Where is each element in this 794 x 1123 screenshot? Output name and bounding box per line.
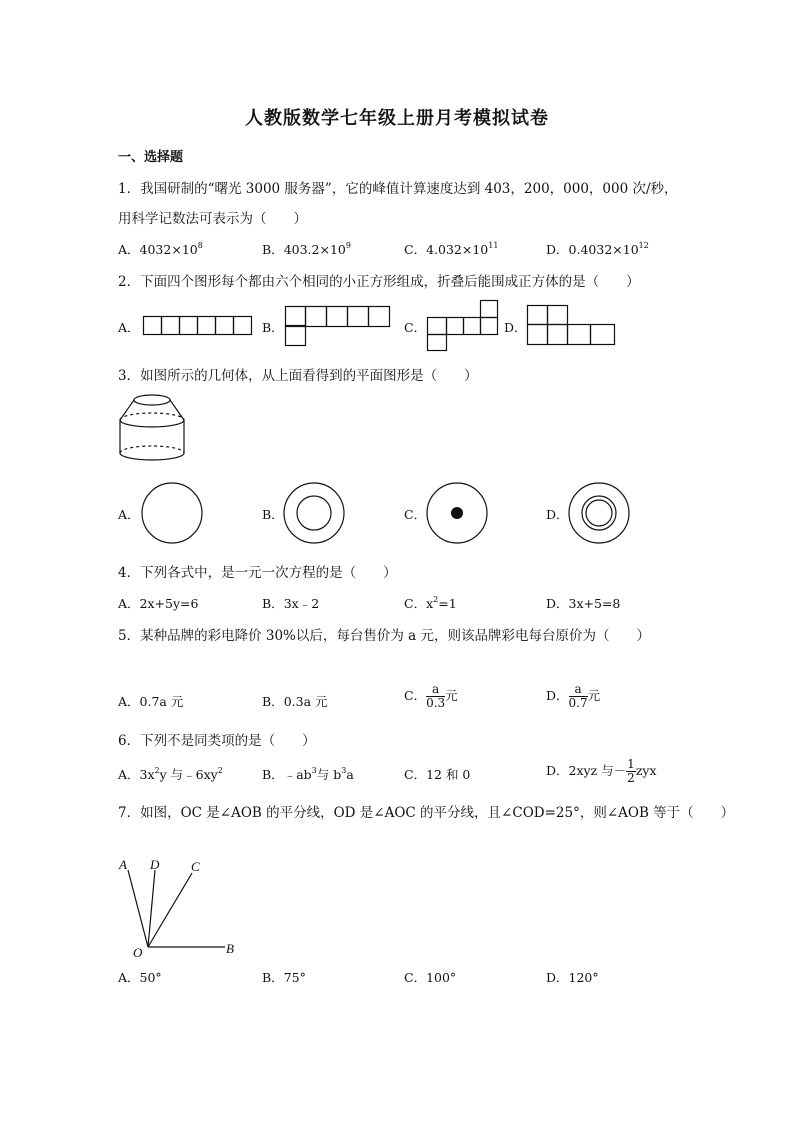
q2-net-b-figure xyxy=(285,306,400,346)
q3-option-c-figure xyxy=(425,481,489,545)
section-heading: 一、选择题 xyxy=(118,150,184,165)
q3-option-a-label[interactable]: A． xyxy=(118,507,140,522)
q2-net-a-figure xyxy=(143,316,253,336)
ray-oa xyxy=(128,870,148,947)
q2-net-d-figure xyxy=(527,305,619,347)
q1-option-d[interactable]: D．$0.4032\times 10^{12}$ xyxy=(546,241,649,257)
q5-option-c-fraction: $\frac{a}{0.3}$ xyxy=(426,682,446,710)
q2-option-b-label[interactable]: B． xyxy=(262,320,284,335)
q2-stem: 2．下面四个图形每个都由六个相同的小正方形组成，折叠后能围成正方体的是（ ） xyxy=(118,274,640,290)
q3-option-a-figure xyxy=(140,481,204,545)
q6-option-d-fraction: $\frac{1}{2}$ xyxy=(627,757,635,785)
label-a: A xyxy=(119,857,127,872)
q7-option-a[interactable]: A．50° xyxy=(118,970,162,985)
q5-option-d-fraction: $\frac{a}{0.7}$ xyxy=(568,682,588,710)
q2-net-c-figure xyxy=(427,300,502,352)
q1-option-b[interactable]: B．$403.2\times 10^9$ xyxy=(262,241,351,257)
label-b: B xyxy=(226,941,234,956)
q6-option-d[interactable]: D．2xyz 与－ $\frac{1}{2}$ zyx xyxy=(546,757,657,785)
q7-option-b[interactable]: B．75° xyxy=(262,970,306,985)
label-d: D xyxy=(150,857,160,872)
q4-option-d[interactable]: D．3x+5=8 xyxy=(546,596,621,611)
q1-stem-line1: 1．我国研制的“曙光 3000 服务器”，它的峰值计算速度达到 403，200，000，000 次/秒， xyxy=(118,181,678,197)
q6-option-b[interactable]: B．$﹣ab^3$与 $b^3a$ xyxy=(262,766,354,782)
q5-stem: 5．某种品牌的彩电降价 30%以后，每台售价为 a 元，则该品牌彩电每台原价为（ ） xyxy=(118,628,651,644)
q2-option-c-label[interactable]: C． xyxy=(404,320,427,335)
q5-option-d[interactable]: D． $\frac{a}{0.7}$ 元 xyxy=(546,682,601,710)
q3-solid-figure xyxy=(118,390,188,468)
q7-stem: 7．如图，OC 是∠AOB 的平分线，OD 是∠AOC 的平分线，且∠COD=25°，则∠AOB 等于（ ） xyxy=(118,805,735,821)
label-c: C xyxy=(191,859,200,874)
q3-option-b-figure xyxy=(282,481,346,545)
q5-option-c[interactable]: C． $\frac{a}{0.3}$ 元 xyxy=(404,682,458,710)
page-title: 人教版数学七年级上册月考模拟试卷 xyxy=(245,108,549,129)
q4-stem: 4．下列各式中，是一元一次方程的是（ ） xyxy=(118,565,397,581)
ray-oc xyxy=(148,873,192,947)
q4-option-b[interactable]: B．3x﹣2 xyxy=(262,596,320,611)
q2-option-a-label[interactable]: A． xyxy=(118,320,140,335)
q3-option-b-label[interactable]: B． xyxy=(262,507,284,522)
label-o: O xyxy=(133,945,143,960)
q1-option-a[interactable]: A．$4032\times 10^8$ xyxy=(118,241,203,257)
q1-option-c[interactable]: C．$4.032\times 10^{11}$ xyxy=(404,241,499,257)
ray-od xyxy=(148,870,155,947)
q6-option-c[interactable]: C．12 和 0 xyxy=(404,767,471,782)
q1-stem-line2: 用科学记数法可表示为（ ） xyxy=(118,211,307,227)
q3-option-c-label[interactable]: C． xyxy=(404,507,427,522)
q3-stem: 3．如图所示的几何体，从上面看得到的平面图形是（ ） xyxy=(118,368,478,384)
q5-option-a[interactable]: A．0.7a 元 xyxy=(118,694,184,709)
q7-option-c[interactable]: C．100° xyxy=(404,970,457,985)
q5-option-b[interactable]: B．0.3a 元 xyxy=(262,694,328,709)
q4-option-a[interactable]: A．2x+5y=6 xyxy=(118,596,199,611)
q7-angle-figure xyxy=(115,855,245,960)
q3-option-d-label[interactable]: D． xyxy=(546,507,569,522)
q4-option-c[interactable]: C．$x^2=1$ xyxy=(404,595,457,611)
q6-stem: 6．下列不是同类项的是（ ） xyxy=(118,733,316,749)
q3-option-d-figure xyxy=(567,481,631,545)
q7-option-d[interactable]: D．120° xyxy=(546,970,599,985)
q2-option-d-label[interactable]: D． xyxy=(504,320,527,335)
q6-option-a[interactable]: A．$3x^2y$ 与$﹣6xy^2$ xyxy=(118,766,223,782)
